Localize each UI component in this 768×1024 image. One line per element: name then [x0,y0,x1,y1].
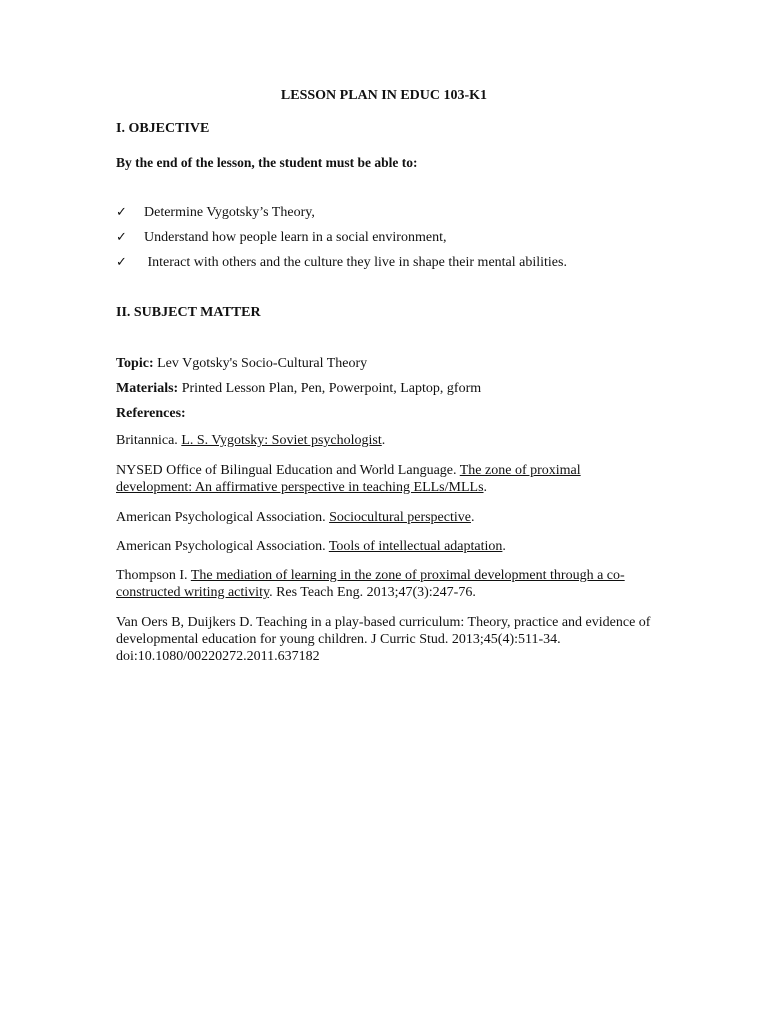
materials-label: Materials: [116,381,179,396]
reference-item [116,462,656,496]
reference-link[interactable]: The mediation of learning in the zone of proximal development through a co-constructed writing activity [116,568,625,600]
reference-prefix: Britannica. [116,433,182,448]
reference-suffix: . Res Teach Eng. 2013;47(3):247-76. [269,585,476,600]
materials-value: Printed Lesson Plan, Pen, Powerpoint, Laptop, gform [178,381,482,396]
reference-link[interactable]: L. S. Vygotsky: Soviet psychologist [181,433,382,448]
subject-matter-heading: II. SUBJECT MATTER [116,305,261,320]
reference-suffix: . [502,539,506,554]
reference-item [116,538,656,555]
reference-link[interactable]: Tools of intellectual adaptation [328,539,503,554]
reference-suffix: . [381,433,386,448]
reference-suffix: . [483,480,488,495]
reference-prefix: Van Oers B, Duijkers D. Teaching in a play-based curriculum: Theory, practice and evidence of developmental education for young children. J Curric Stud. 2013;45(4):511-34. doi:10.1080/00220272.2011.637182 [116,615,651,664]
reference-item [116,614,656,665]
reference-item [116,432,656,449]
objective-item-text: Understand how people learn in a social environment, [144,230,447,245]
reference-prefix: American Psychological Association. [116,539,329,554]
objective-intro: By the end of the lesson, the student must be able to: [116,155,418,170]
reference-link[interactable]: Sociocultural perspective [329,510,471,525]
reference-item [116,567,656,601]
objective-item-text: Determine Vygotsky’s Theory, [144,205,315,220]
materials-line [116,381,481,397]
reference-prefix: NYSED Office of Bilingual Education and World Language. [116,463,460,478]
objective-item-1 [0,205,768,223]
checkmark-icon: ✓ [116,205,127,220]
document-title: LESSON PLAN IN EDUC 103-K1 [280,88,488,103]
topic-label: Topic: [116,356,154,371]
objective-heading: I. OBJECTIVE [116,121,210,136]
reference-prefix: American Psychological Association. [116,510,330,525]
objective-item-text: Interact with others and the culture they live in shape their mental abilities. [144,255,567,270]
reference-suffix: . [470,510,475,525]
references-label: References: [116,406,186,421]
topic-value: Lev Vgotsky's Socio-Cultural Theory [153,356,368,371]
objective-item-3 [0,255,768,273]
checkmark-icon: ✓ [116,230,127,245]
checkmark-icon: ✓ [116,255,127,270]
objective-item-2 [0,230,768,248]
reference-link[interactable]: The zone of proximal development: An affirmative perspective in teaching ELLs/MLLs [116,463,581,495]
reference-item [116,509,656,526]
reference-prefix: Thompson I. [116,568,191,583]
topic-line [116,356,367,372]
